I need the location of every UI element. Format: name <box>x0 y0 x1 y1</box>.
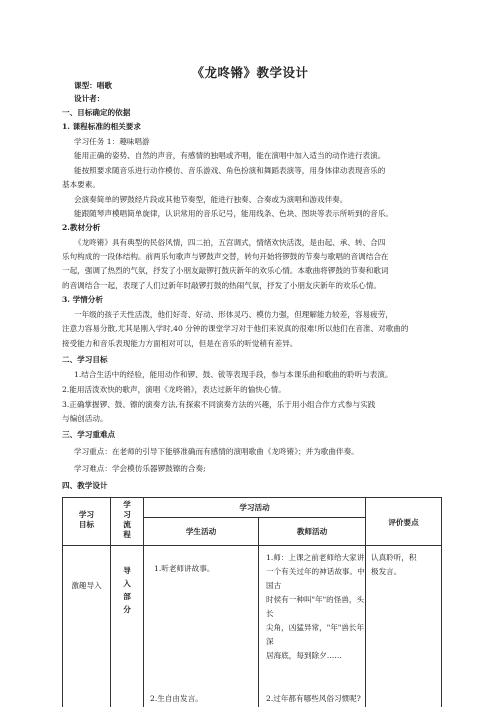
teacher-line1: 1.师：上课之前老师给大家讲 <box>266 553 365 562</box>
evaluation-line2: 极发言。 <box>371 567 402 576</box>
row-process-char3: 部 <box>123 592 131 601</box>
standard-p4: 能跟随琴声模唱简单旋律，认识常用的音乐记号，能用线条、色块、图块等表示所听到的音乐。 <box>74 209 393 218</box>
row-process-char4: 分 <box>123 605 131 614</box>
section-3-heading: 三、学习重难点 <box>62 430 116 439</box>
difficult-point: 学习难点：学会模仿乐器锣鼓镲的合奏; <box>74 464 206 473</box>
student-analysis-line1: 一年级的孩子天性活泼，他们好奇、好动、形体灵巧、模仿力强，但理解能力较差，容易疲劳， <box>74 310 393 319</box>
header-process-char2: 习 <box>123 510 131 519</box>
section-1-2-heading: 2.教材分析 <box>62 223 101 232</box>
table-border-top <box>62 497 442 498</box>
row-process-char1: 导 <box>123 566 131 575</box>
material-line2: 乐句构成的一段体结构。前两乐句歌声与锣鼓声交替，转句开始将锣鼓的节奏与歌唱的音调结合在 <box>62 252 389 261</box>
section-1-3-heading: 3. 学情分析 <box>62 295 103 304</box>
header-student-activity: 学生活动 <box>185 527 217 536</box>
goal-1: 1.结合生活中的经验，能用动作和锣、鼓、钹等表现手段，参与本课乐曲和歌曲的聆听与表演。 <box>74 370 393 379</box>
student-activity-1: 1.听老师讲故事。 <box>154 564 215 573</box>
table-border-right <box>441 497 442 707</box>
table-border-subheader <box>143 517 365 518</box>
key-point: 学习重点：在老师的引导下能够准确而有感情的演唱歌曲《龙咚锵》；并为歌曲伴奏。 <box>74 447 359 456</box>
teacher-line2: 一个有关过年的神话故事。中国古 <box>266 567 365 590</box>
section-1-heading: 一、目标确定的依据 <box>62 108 131 117</box>
teacher-activity-1 <box>266 551 366 663</box>
teacher-line3: 时侯有一种叫"年"的怪兽，头长 <box>266 595 365 618</box>
teacher-line4: 尖角，凶猛异常，"年"兽长年深 <box>266 623 365 646</box>
row-process <box>111 564 143 616</box>
goal-3-line2: 与编创活动。 <box>62 414 108 423</box>
evaluation-line1: 认真聆听，积 <box>371 553 417 562</box>
header-process-char1: 学 <box>123 500 131 509</box>
header-activity: 学习活动 <box>239 503 270 512</box>
student-activity-2: 2.生自由发言。 <box>150 694 203 703</box>
teacher-line5: 居海底，每到除夕…… <box>266 651 342 660</box>
section-4-heading: 四、教学设计 <box>62 481 108 490</box>
goal-2: 2.能用活泼欢快的歌声，演唱《龙咚锵》，表达过新年的愉快心情。 <box>62 385 286 394</box>
doc-title: 《龙咚锵》教学设计 <box>191 65 309 80</box>
header-goal-line1: 学习 <box>78 510 95 519</box>
header-goal-line2: 目标 <box>78 520 95 529</box>
designer: 设计者： <box>74 94 105 103</box>
student-analysis-line2: 注意力容易分散,尤其是刚入学时,40 分钟的课堂学习对于他们来说真的很难!所以他们在音准、对歌曲的 <box>62 324 409 333</box>
header-process <box>111 500 143 540</box>
header-teacher-activity: 教师活动 <box>296 527 328 536</box>
row-process-char2: 入 <box>123 579 131 588</box>
header-process-char3: 流 <box>123 520 131 529</box>
table-border-header-bottom <box>62 545 442 546</box>
course-type: 课型：唱歌 <box>74 81 112 90</box>
row-goal-lead-in: 激趣导入 <box>71 581 102 590</box>
material-line1: 《龙咚锵》具有典型的民俗风情，四二拍，五宫调式，情绪欢快活泼，是由起、承、转、合四 <box>74 238 386 247</box>
section-2-heading: 二、学习目标 <box>62 355 108 364</box>
header-process-char4: 程 <box>123 530 131 539</box>
standard-p2-line2: 基本要素。 <box>62 180 100 189</box>
material-line4: 的音调结合一起，表现了人们过新年时敲锣打鼓的热闹气氛，抒发了小朋友庆新年的欢乐心情。 <box>62 281 381 290</box>
standard-p3: 会演奏简单的锣鼓经片段或其他节奏型，能进行独奏、合奏或为演唱和游戏伴奏。 <box>74 195 348 204</box>
goal-3-line1: 3.正确掌握锣、鼓、镲的演奏方法,有探索不同演奏方法的兴趣，乐于用小组合作方式参与实践 <box>62 400 376 409</box>
teaching-design-table <box>62 497 442 707</box>
evaluation-points <box>371 551 441 579</box>
student-analysis-line3: 接受能力和音乐表现能力方面相对可以，但是在音乐的听觉稍有差异。 <box>62 339 298 348</box>
header-goal <box>63 510 110 530</box>
material-line3: 一起，强调了热烈的气氛，抒发了小朋友敲锣打鼓庆新年的欢乐心情。本歌曲将锣鼓的节奏和歌词 <box>62 266 389 275</box>
section-1-1-heading: 1. 课程标准的相关要求 <box>62 122 141 131</box>
learning-task: 学习任务 1：趣味唱游 <box>74 137 150 146</box>
standard-p1: 能用正确的姿势、自然的声音，有感情的独唱或齐唱，能在演唱中加入适当的动作进行表演。 <box>74 151 386 160</box>
header-evaluation: 评价要点 <box>388 518 419 527</box>
table-border-col3 <box>258 517 259 707</box>
standard-p2-line1: 能按照要求随音乐进行动作模仿、音乐游戏、角色扮演和舞蹈表演等，用身体律动表现音乐的 <box>74 166 386 175</box>
teacher-activity-2: 2.过年都有哪些风俗习惯呢? <box>266 694 361 703</box>
